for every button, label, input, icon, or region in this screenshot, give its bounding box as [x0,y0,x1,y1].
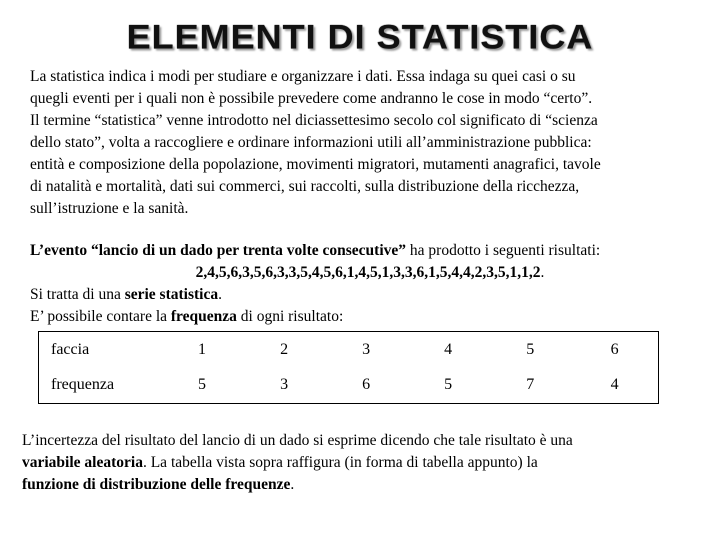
intro-line: dello stato”, volta a raccogliere e ordinare informazioni utili all’amministrazione pubblica: [30,134,592,151]
faccia-cell: 2 [280,340,289,358]
results-sequence: 2,4,5,6,3,5,6,3,3,5,4,5,6,1,4,5,1,3,3,6,1,5,4,4,2,3,5,1,1,2 [195,264,541,281]
intro-paragraph [30,66,700,220]
intro-line: Il termine “statistica” venne introdotto nel diciassettesimo secolo col significato di “scienza [30,112,598,129]
series-sentence [30,284,710,306]
outro-line-2-rest: . La tabella vista sopra raffigura (in forma di tabella appunto) la [142,454,538,471]
intro-line: quegli eventi per i quali non è possibile prevedere come andranno le cose in modo “certo”. [30,90,593,107]
intro-line: La statistica indica i modi per studiare e organizzare i dati. Essa indaga su quei casi o su [30,68,576,85]
table-row-faccia [39,332,659,368]
frequency-table [38,331,659,404]
distribution-function-term: funzione di distribuzione delle frequenze [22,476,291,493]
frequency-term: frequenza [170,308,237,325]
intro-line: di natalità e mortalità, dati sui commerci, sui raccolti, sulla distribuzione della ricchezza, [30,178,580,195]
event-section [30,240,710,328]
intro-line: entità e composizione della popolazione, movimenti migratori, mutamenti anagrafici, tavole [30,156,601,173]
event-description: L’evento “lancio di un dado per trenta volte consecutive” [30,242,407,259]
frequenza-cell: 3 [280,376,289,394]
faccia-cell: 4 [444,340,453,358]
faccia-cell: 5 [526,340,535,358]
table-row-frequenza [39,368,659,404]
frequenza-cell: 5 [444,376,453,394]
page-title: ELEMENTI DI STATISTICA [126,17,594,56]
faccia-cell: 3 [362,340,371,358]
series-prefix: Si tratta di una [30,286,125,303]
random-variable-term: variabile aleatoria [22,454,143,471]
event-sentence [30,240,710,262]
frequency-suffix: di ogni risultato: [236,308,344,325]
intro-line: sull’istruzione e la sanità. [30,200,189,217]
frequenza-cell: 7 [526,376,535,394]
outro-line-3-rest: . [290,476,295,493]
event-rest: ha prodotto i seguenti risultati: [406,242,601,259]
faccia-cell: 6 [610,340,619,358]
frequenza-cell: 6 [362,376,371,394]
series-term: serie statistica [124,286,219,303]
frequency-prefix: E’ possibile contare la [30,308,171,325]
outro-paragraph [22,430,712,496]
results-line [30,262,710,284]
results-end: . [540,264,545,281]
row-label-frequenza: frequenza [51,376,115,394]
frequenza-cell: 5 [198,376,207,394]
frequency-sentence [30,306,710,328]
outro-line-1: L’incertezza del risultato del lancio di un dado si esprime dicendo che tale risultato è una [22,432,573,449]
faccia-cell: 1 [198,340,207,358]
frequenza-cell: 4 [610,376,619,394]
row-label-faccia: faccia [51,340,90,358]
series-suffix: . [218,286,222,303]
